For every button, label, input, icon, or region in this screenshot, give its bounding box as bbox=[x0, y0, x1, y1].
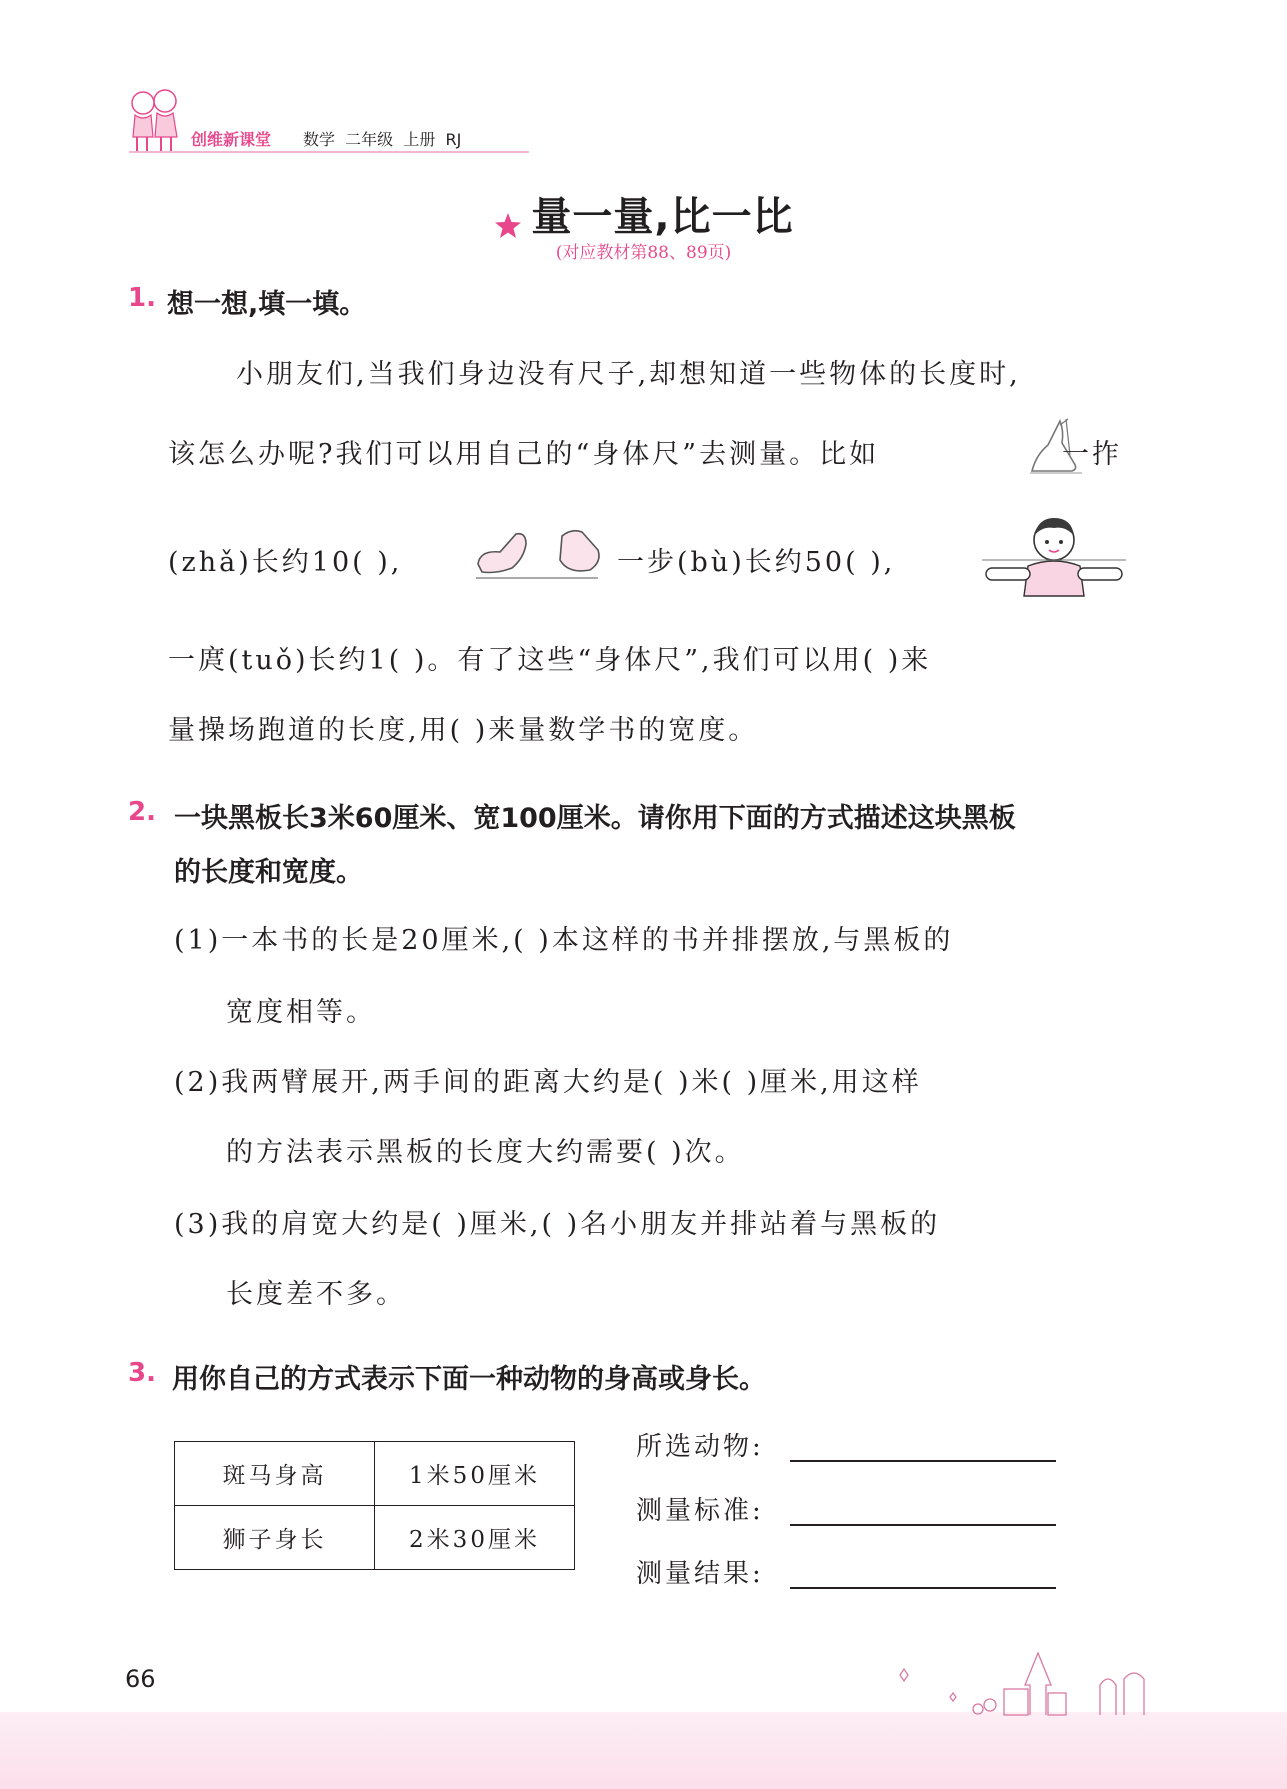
q2-sub2-line-2: 的方法表示黑板的长度大约需要( )次。 bbox=[226, 1137, 745, 1168]
q1-line-5: 量操场跑道的长度,用( )来量数学书的宽度。 bbox=[168, 715, 759, 746]
q2-number: 2. bbox=[128, 797, 156, 827]
table-cell: 斑马身高 bbox=[175, 1442, 375, 1506]
table-cell: 1米50厘米 bbox=[375, 1442, 575, 1506]
page-subtitle: (对应教材第88、89页) bbox=[555, 243, 732, 263]
header-course-info: 数学 二年级 上册 RJ bbox=[303, 130, 462, 149]
q1-number: 1. bbox=[128, 283, 156, 313]
q2-prompt-line-1: 一块黑板长3米60厘米、宽100厘米。请你用下面的方式描述这块黑板 bbox=[174, 803, 1016, 834]
q2-prompt-line-2: 的长度和宽度。 bbox=[174, 857, 363, 888]
table-row bbox=[175, 1442, 575, 1506]
answer-line-result[interactable] bbox=[790, 1587, 1056, 1589]
title-block bbox=[0, 185, 1287, 242]
answer-line-animal[interactable] bbox=[790, 1460, 1056, 1462]
footstep-icon bbox=[470, 522, 605, 580]
arm-span-boy-icon bbox=[980, 510, 1128, 602]
q2-sub3-line-2: 长度差不多。 bbox=[226, 1279, 406, 1310]
page-number: 66 bbox=[125, 1665, 156, 1693]
q2-sub1-line-1: (1)一本书的长是20厘米,( )本这样的书并排摆放,与黑板的 bbox=[174, 925, 954, 956]
field-label-animal: 所选动物: bbox=[636, 1432, 764, 1462]
kids-logo-icon bbox=[125, 85, 187, 155]
table-row bbox=[175, 1506, 575, 1570]
page-title: 量一量,比一比 bbox=[531, 194, 794, 240]
q1-line-2b: 一拃 bbox=[1062, 439, 1122, 470]
q1-line-3a: (zhǎ)长约10( ), bbox=[168, 547, 403, 578]
field-label-standard: 测量标准: bbox=[636, 1496, 764, 1526]
field-label-result: 测量结果: bbox=[636, 1559, 764, 1589]
star-icon bbox=[493, 211, 523, 241]
q3-prompt: 用你自己的方式表示下面一种动物的身高或身长。 bbox=[172, 1364, 766, 1395]
q1-prompt: 想一想,填一填。 bbox=[167, 289, 367, 320]
footer-band bbox=[0, 1712, 1287, 1789]
q2-sub1-line-2: 宽度相等。 bbox=[226, 997, 376, 1028]
q2-sub3-line-1: (3)我的肩宽大约是( )厘米,( )名小朋友并排站着与黑板的 bbox=[174, 1209, 941, 1240]
q1-line-2a: 该怎么办呢?我们可以用自己的“身体尺”去测量。比如 bbox=[168, 439, 880, 470]
q1-line-4: 一庹(tuǒ)长约1( )。有了这些“身体尺”,我们可以用( )来 bbox=[168, 645, 932, 676]
answer-line-standard[interactable] bbox=[790, 1524, 1056, 1526]
q3-number: 3. bbox=[128, 1358, 156, 1388]
castle-deco-icon bbox=[880, 1645, 1170, 1720]
table-cell: 2米30厘米 bbox=[375, 1506, 575, 1570]
animal-table bbox=[174, 1441, 575, 1570]
header-brand: 创维新课堂 bbox=[191, 130, 272, 149]
table-cell: 狮子身长 bbox=[175, 1506, 375, 1570]
page-header bbox=[125, 85, 545, 160]
q1-line-3b: 一步(bù)长约50( ), bbox=[617, 547, 896, 578]
q1-line-1: 小朋友们,当我们身边没有尺子,却想知道一些物体的长度时, bbox=[236, 359, 1021, 390]
q2-sub2-line-1: (2)我两臂展开,两手间的距离大约是( )米( )厘米,用这样 bbox=[174, 1067, 922, 1098]
header-divider bbox=[129, 151, 529, 153]
